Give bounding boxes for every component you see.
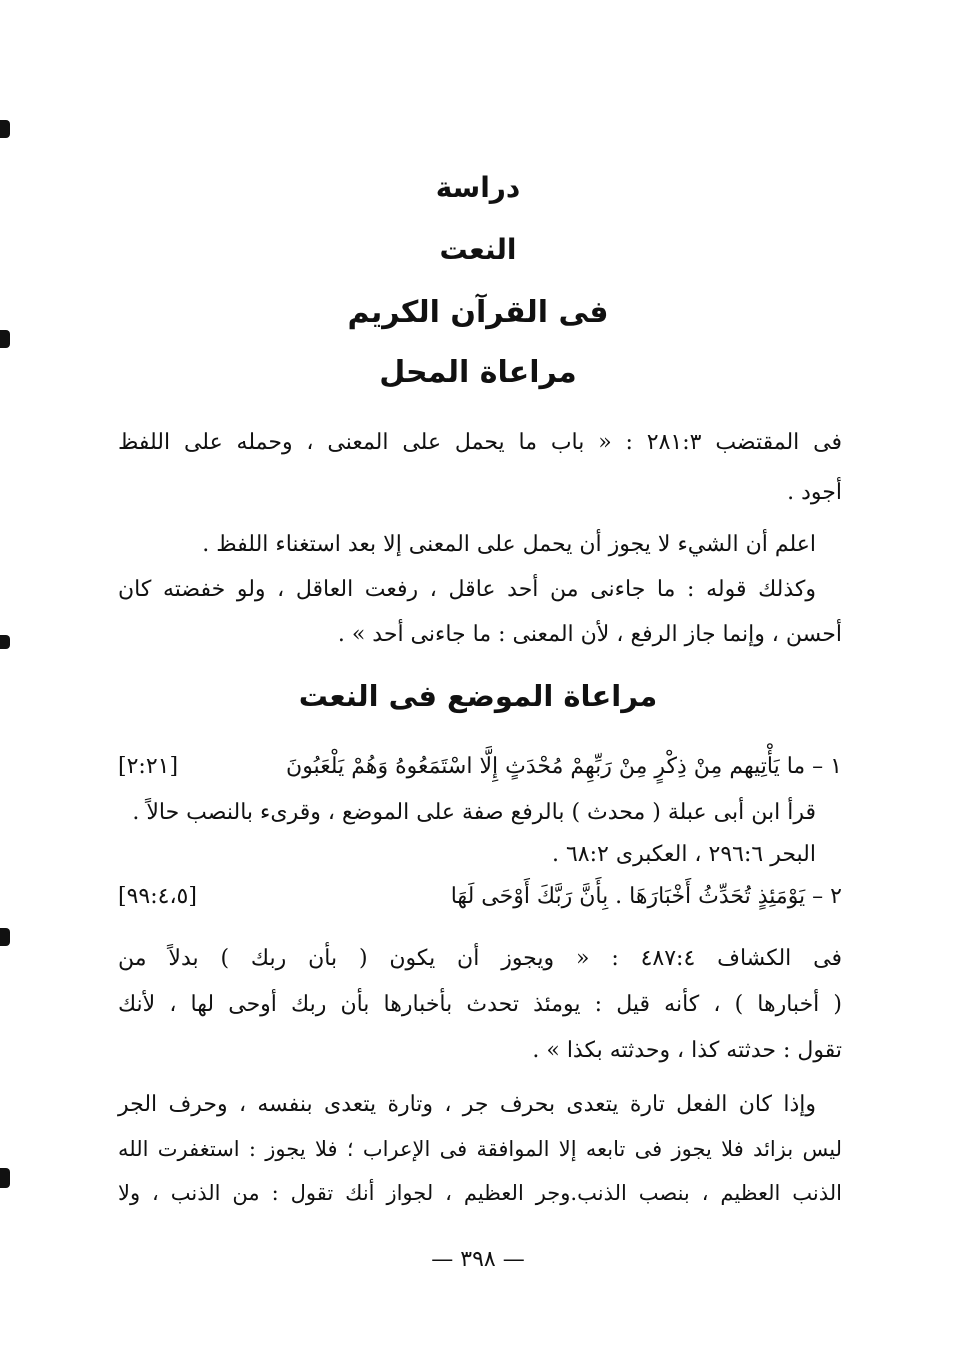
title-line-1: دراسة [435,171,521,204]
scan-edge-mark [0,635,10,649]
scan-edge-mark [0,928,10,946]
scan-edge-mark [0,120,10,138]
paragraph-4-line-3: الذنب العظيم ، بنصب الذنب.وجر العظيم ، لجواز أنك تقول : من الذنب ، ولا [118,1181,842,1205]
page-number: — ٣٩٨ — [431,1247,525,1272]
section-heading-2: مراعاة الموضع فى النعت [298,679,658,713]
paragraph-2-line-2: وكذلك قوله : ما جاءنى من أحد عاقل ، رفعت العاقل ، ولو خفضته كان [118,577,816,602]
paragraph-3-line-3: تقول : حدثته كذا ، وحدثته بكذا » . [532,1038,842,1063]
verse-item-1-text: ١ – ما يَأْتِيهم مِنْ ذِكْرٍ مِنْ رَبِّهِمْ مُحْدَثٍ إِلَّا اسْتَمَعُوهُ وَهُمْ يَلْعَبُونَ [286,754,842,779]
paragraph-4-line-2: ليس بزائد فلا يجوز فى تابعه إلا الموافقة فى الإعراب ؛ فلا يجوز : استغفرت الله [118,1137,842,1161]
scan-edge-mark [0,1168,10,1188]
verse-item-2-reference: [٩٩:٤،٥] [118,884,197,909]
verse-item-2-text: ٢ – يَوْمَئِذٍ تُحَدِّثُ أَخْبَارَهَا . بِأَنَّ رَبَّكَ أَوْحَى لَهَا [450,884,842,909]
paragraph-3-line-2: ( أخبارها ) ، كأنه قيل : يومئذ تحدث بأخبارها بأن ربك أوحى لها ، لأنك [118,992,842,1017]
verse-item-1-reference: [٢:٢١] [118,754,179,779]
title-line-3: فى القرآن الكريم [347,295,609,330]
section-heading-1: مراعاة المحل [379,355,577,390]
item-1-note-1: قرأ ابن أبى عبلة ( محدث ) بالرفع صفة على الموضع ، وقرىء بالنصب حالاً . [132,800,816,825]
paragraph-3-line-1: فى الكشاف ٤٨٧:٤ : « ويجوز أن يكون ( بأن ربك ) بدلاً من [118,946,842,971]
title-line-2: النعت [439,233,517,266]
scan-edge-mark [0,330,10,348]
paragraph-2-line-3: أحسن ، وإنما جاز الرفع ، لأن المعنى : ما جاءنى أحد » . [337,622,842,647]
paragraph-4-line-1: وإذا كان الفعل تارة يتعدى بحرف جر ، وتارة يتعدى بنفسه ، وحرف الجر [118,1092,816,1117]
paragraph-2-line-1: اعلم أن الشيء لا يجوز أن يحمل على المعنى إلا بعد استغناء اللفظ . [202,532,816,557]
item-1-note-2: البحر ٢٩٦:٦ ، العكبرى ٦٨:٢ . [551,842,816,867]
paragraph-1-line-2: أجود . [787,480,842,505]
paragraph-1-line-1: فى المقتضب ٢٨١:٣ : « باب ما يحمل على المعنى ، وحمله على اللفظ [118,430,843,455]
